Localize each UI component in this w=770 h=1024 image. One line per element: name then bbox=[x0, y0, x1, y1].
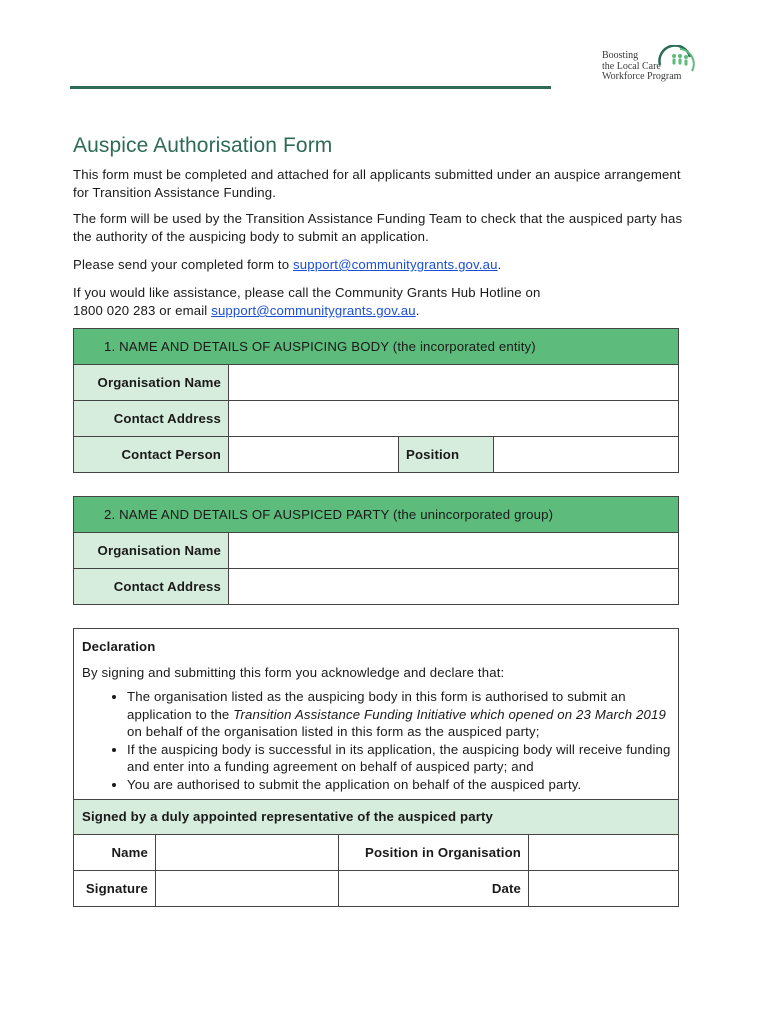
logo-line-2: the Local Care bbox=[602, 60, 661, 72]
signed-by-heading: Signed by a duly appointed representative of the auspiced party bbox=[74, 799, 678, 834]
signature-table bbox=[74, 834, 678, 906]
section2-heading: 2. NAME AND DETAILS OF AUSPICED PARTY (the unincorporated group) bbox=[74, 497, 679, 533]
section1-heading: 1. NAME AND DETAILS OF AUSPICING BODY (the incorporated entity) bbox=[74, 329, 679, 365]
people-circle-icon bbox=[652, 45, 698, 79]
auspicing-position-field[interactable] bbox=[494, 437, 679, 473]
date-field[interactable] bbox=[529, 871, 679, 907]
page-title: Auspice Authorisation Form bbox=[73, 134, 333, 157]
position-label: Position bbox=[399, 437, 494, 473]
auspicing-contact-address-field[interactable] bbox=[229, 401, 679, 437]
position-in-org-field[interactable] bbox=[529, 835, 679, 871]
declaration-item-2: • If the auspicing body is successful in its application, the auspicing body will receive funding and enter into a funding agreement on behalf of auspiced party; and bbox=[127, 741, 678, 776]
decl-item-1-text-b: on behalf of the organisation listed in this form as the auspiced party; bbox=[127, 724, 540, 739]
auspiced-party-table bbox=[73, 496, 679, 605]
auspiced-org-name-field[interactable] bbox=[229, 533, 679, 569]
signature-label: Signature bbox=[74, 871, 156, 907]
declaration-box bbox=[73, 628, 679, 907]
logo-line-3: Workforce Program bbox=[602, 71, 682, 82]
decl-item-1-text-a: The organisation listed as the auspicing body in this form is authorised to submit an application to the bbox=[127, 689, 626, 722]
intro-paragraph-4 bbox=[73, 284, 693, 320]
intro-paragraph-3 bbox=[73, 256, 693, 274]
support-email-link[interactable]: support@communitygrants.gov.au bbox=[293, 257, 498, 272]
auspicing-org-name-field[interactable] bbox=[229, 365, 679, 401]
declaration-title: Declaration bbox=[82, 639, 156, 654]
intro-paragraph-1: This form must be completed and attached for all applicants submitted under an auspice arrangement for Transition Assistance Funding. bbox=[73, 167, 681, 200]
auspicing-contact-person-field[interactable] bbox=[229, 437, 399, 473]
contact-person-label: Contact Person bbox=[74, 437, 229, 473]
name-label: Name bbox=[74, 835, 156, 871]
hotline-suffix: . bbox=[415, 303, 420, 318]
decl-item-1-italic: Transition Assistance Funding Initiative which opened on 23 March 2019 bbox=[233, 706, 666, 722]
send-text: Please send your completed form to bbox=[73, 257, 294, 272]
contact-address-label-2: Contact Address bbox=[74, 569, 229, 605]
position-in-org-label: Position in Organisation bbox=[339, 835, 529, 871]
assistance-text: If you would like assistance, please call the Community Grants Hub Hotline on bbox=[73, 285, 541, 300]
org-name-label: Organisation Name bbox=[74, 365, 229, 401]
auspiced-contact-address-field[interactable] bbox=[229, 569, 679, 605]
declaration-item-3: • You are authorised to submit the application on behalf of the auspiced party. bbox=[127, 776, 678, 794]
hotline-text: 1800 020 283 or email bbox=[73, 303, 212, 318]
program-logo bbox=[602, 45, 702, 101]
name-field[interactable] bbox=[156, 835, 339, 871]
contact-address-label: Contact Address bbox=[74, 401, 229, 437]
header-rule bbox=[70, 86, 551, 89]
date-label: Date bbox=[339, 871, 529, 907]
declaration-item-1 bbox=[127, 688, 678, 741]
intro-paragraph-2: The form will be used by the Transition Assistance Funding Team to check that the auspiced party has the authority of the auspicing body to submit an application. bbox=[73, 211, 683, 244]
logo-line-1: Boosting bbox=[602, 50, 639, 61]
send-suffix: . bbox=[497, 257, 502, 272]
org-name-label-2: Organisation Name bbox=[74, 533, 229, 569]
declaration-list bbox=[74, 688, 678, 793]
declaration-intro: By signing and submitting this form you acknowledge and declare that: bbox=[82, 665, 505, 680]
auspicing-body-table bbox=[73, 328, 679, 473]
support-email-link-2[interactable]: support@communitygrants.gov.au bbox=[211, 303, 416, 318]
signature-field[interactable] bbox=[156, 871, 339, 907]
